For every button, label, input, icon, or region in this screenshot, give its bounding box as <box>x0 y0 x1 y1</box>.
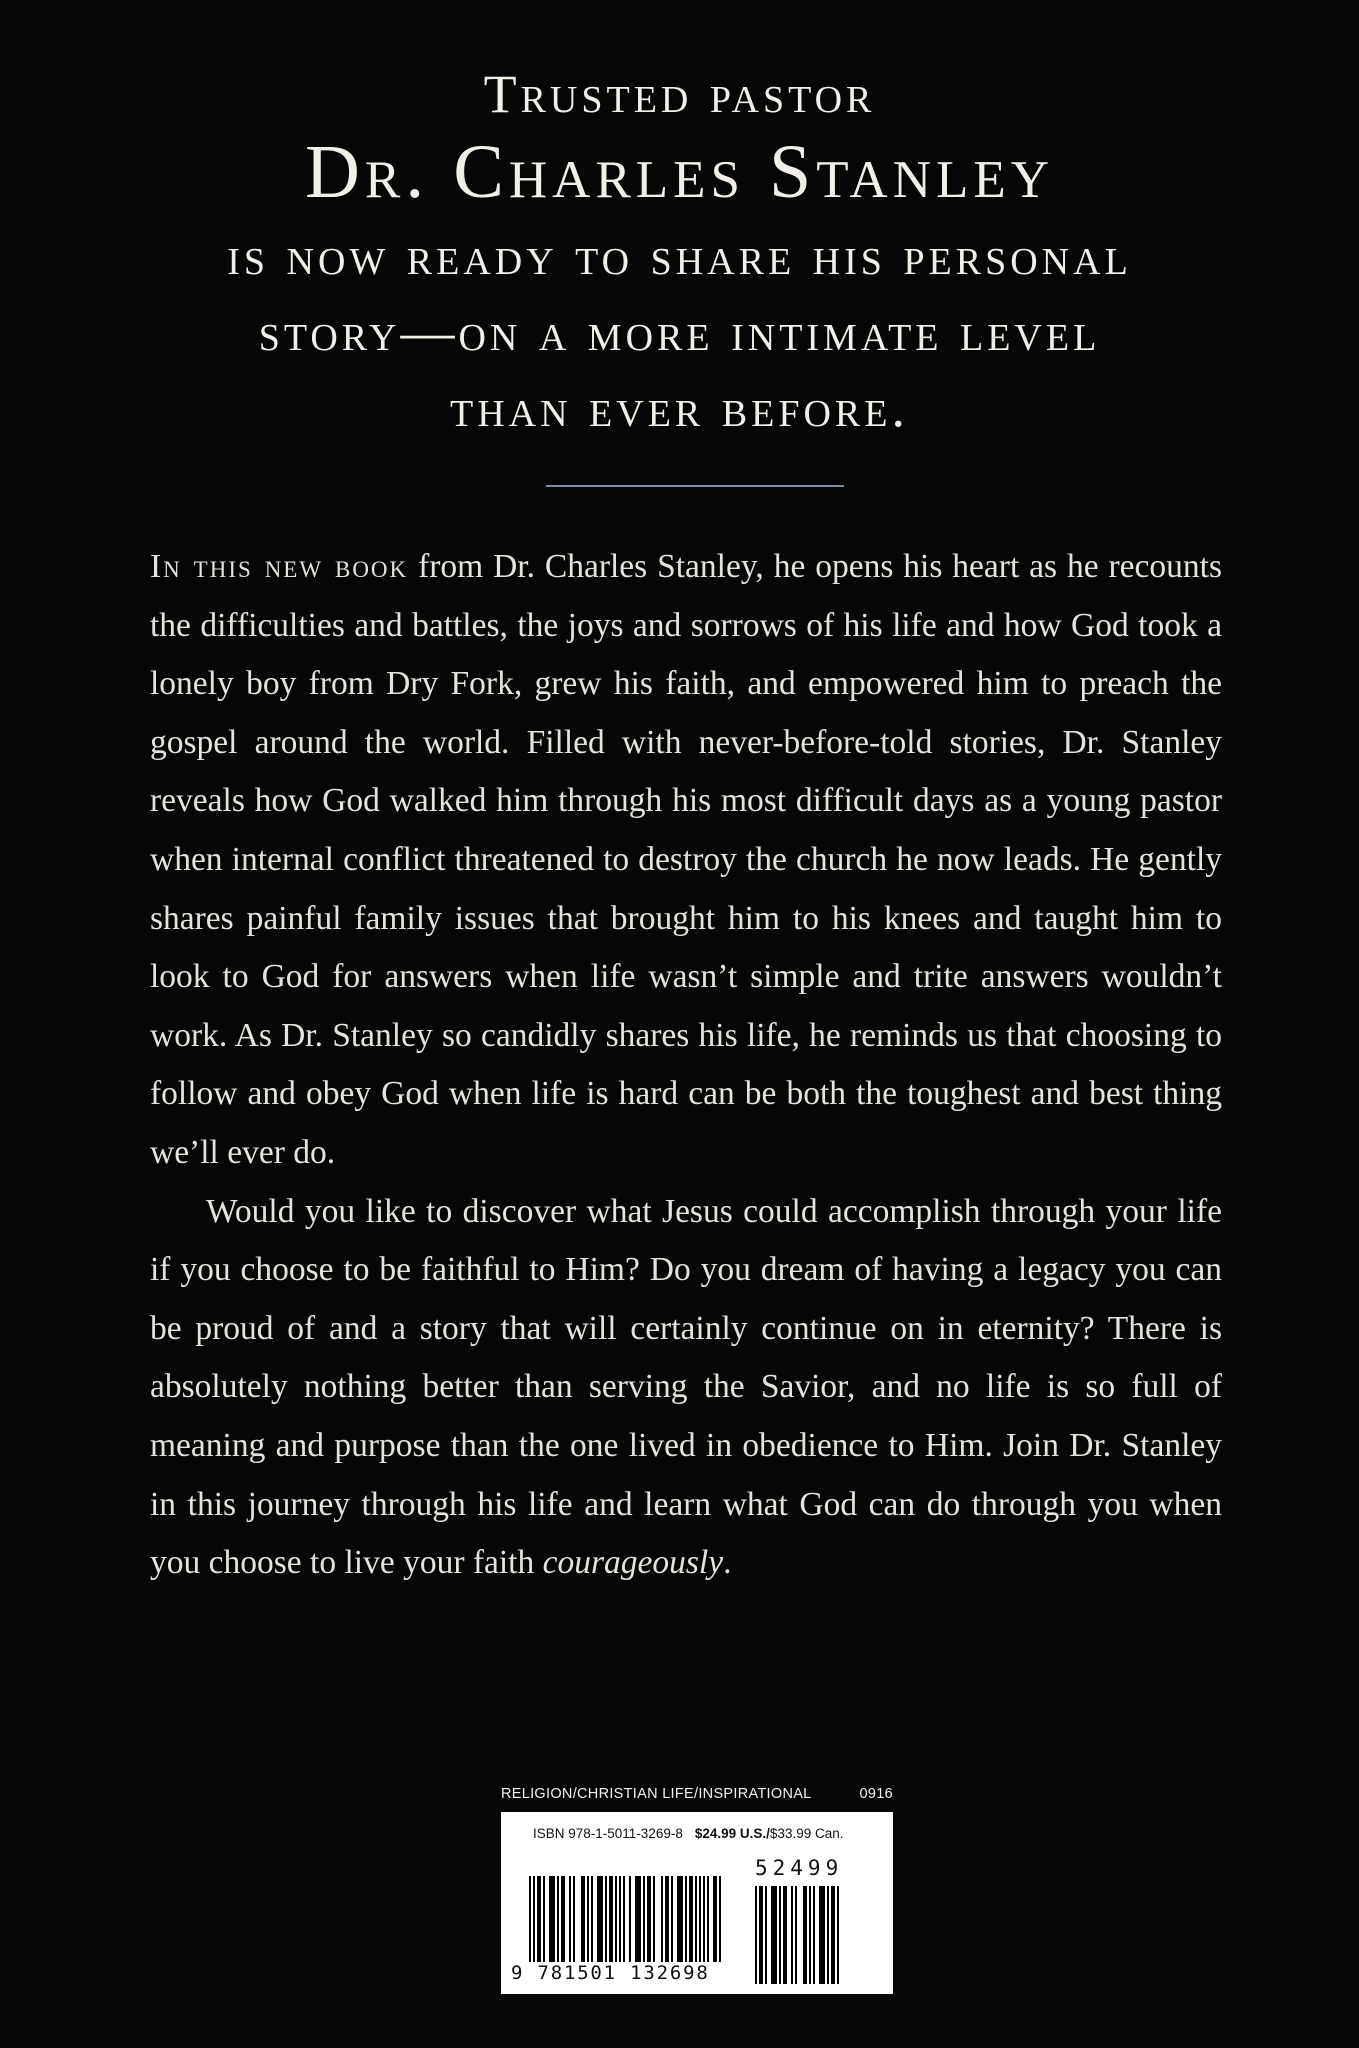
paragraph-lead-in: In this new book <box>150 548 409 585</box>
barcode-icon <box>529 1876 733 1962</box>
headline-line-1: Trusted pastor <box>483 64 876 124</box>
barcode-bar <box>707 1876 709 1962</box>
barcode-bar <box>719 1876 721 1962</box>
barcode-bar <box>665 1876 669 1962</box>
barcode-bar <box>537 1876 541 1962</box>
paragraph-2-end: . <box>723 1544 732 1582</box>
barcode-bar <box>529 1876 531 1962</box>
barcode-bar <box>629 1876 631 1962</box>
barcode-bar <box>573 1876 575 1962</box>
barcode-bar <box>619 1876 621 1962</box>
headline-author-name: Dr. Charles Stanley <box>304 130 1055 214</box>
barcode-bar <box>703 1876 705 1962</box>
ean-digits: 9 781501 132698 <box>511 1962 710 1984</box>
barcode-bar <box>671 1876 673 1962</box>
isbn-number: ISBN 978-1-5011-3269-8 <box>533 1826 683 1841</box>
barcode-bar <box>779 1886 781 1984</box>
barcode-bar <box>661 1876 663 1962</box>
barcode-bar <box>643 1876 645 1962</box>
paragraph-2 <box>150 1183 1222 1593</box>
barcode-bar <box>813 1886 815 1984</box>
headline-line-3: is now ready to share his personal <box>227 226 1132 286</box>
price-can: $33.99 Can. <box>769 1826 844 1841</box>
barcode-bar <box>587 1876 589 1962</box>
headline-line-5: than ever before. <box>450 378 909 438</box>
barcode-bar <box>557 1876 559 1962</box>
category-label: RELIGION/CHRISTIAN LIFE/INSPIRATIONAL <box>501 1786 812 1802</box>
barcode-bar <box>635 1876 641 1962</box>
barcode-bar <box>581 1876 585 1962</box>
barcode-bar <box>755 1886 757 1984</box>
barcode-bar <box>647 1876 651 1962</box>
divider-rule <box>546 485 844 487</box>
barcode-bar <box>569 1876 571 1962</box>
paragraph-2-text: Would you like to discover what Jesus could accomplish through your life if you choose to be faithful to Him? Do you dream of having a legacy you can be proud of and a story that will certainly continue on in eternity? There is absolutely nothing better than serving the Savior, and no life is so full of meaning and purpose than the one lived in obedience to Him. Join Dr. Stanley in this journey through his life and learn what God can do through you when you choose to live your faith <box>150 1192 1222 1582</box>
emphasis-word: courageously <box>542 1544 724 1582</box>
barcode-bar <box>609 1876 613 1962</box>
barcode-bar <box>699 1876 701 1962</box>
barcode-bar <box>831 1886 835 1984</box>
price-us: $24.99 U.S./ <box>694 1826 770 1841</box>
barcode-bar <box>685 1876 687 1962</box>
barcode-bar <box>591 1876 593 1962</box>
category-code: 0916 <box>859 1786 893 1802</box>
paragraph-1 <box>150 538 1222 1183</box>
category-line <box>501 1786 893 1802</box>
barcode-bar <box>689 1876 693 1962</box>
barcode-bar <box>533 1876 535 1962</box>
barcode-bar <box>615 1876 617 1962</box>
barcode-bar <box>713 1876 717 1962</box>
barcode-bar <box>795 1886 797 1984</box>
barcode-bar <box>597 1876 603 1962</box>
headline-line-4: story—on a more intimate level <box>258 302 1101 362</box>
supplement-code: 52499 <box>755 1856 844 1880</box>
barcode-bar <box>783 1886 787 1984</box>
barcode-bar <box>561 1876 565 1962</box>
barcode-bar <box>837 1886 839 1984</box>
barcode-bar <box>791 1886 793 1984</box>
barcode-bar <box>827 1886 829 1984</box>
paragraph-1-text: from Dr. Charles Stanley, he opens his heart as he recounts the difficulties and battles, the joys and sorrows of his life and how God took a lonely boy from Dry Fork, grew his faith, and empowered him to preach the gospel around the world. Filled with never-before-told stories, Dr. Stanley reveals how God walked him through his most difficult days as a young pastor when internal conflict threatened to destroy the church he now leads. He gently shares painful family issues that brought him to his knees and taught him to look to God for answers when life wasn’t simple and trite answers wouldn’t work. As Dr. Stanley so candidly shares his life, he reminds us that choosing to follow and obey God when life is hard can be both the toughest and best thing we’ll ever do. <box>150 548 1223 1171</box>
description-text <box>150 538 1222 1593</box>
barcode-bar <box>771 1886 777 1984</box>
barcode-bar <box>605 1876 607 1962</box>
barcode-bar <box>653 1876 655 1962</box>
barcode-bar <box>677 1876 683 1962</box>
barcode-bar <box>809 1886 811 1984</box>
barcode-bar <box>543 1876 545 1962</box>
headline <box>0 62 1359 446</box>
barcode-bar <box>623 1876 625 1962</box>
barcode-bar <box>549 1876 555 1962</box>
isbn-price-line <box>533 1826 843 1841</box>
supplement-barcode-icon <box>755 1886 865 1984</box>
barcode-bar <box>803 1886 807 1984</box>
barcode-bar <box>695 1876 697 1962</box>
barcode-bar <box>765 1886 767 1984</box>
barcode-box <box>501 1812 893 1994</box>
barcode-bar <box>819 1886 825 1984</box>
barcode-bar <box>759 1886 763 1984</box>
